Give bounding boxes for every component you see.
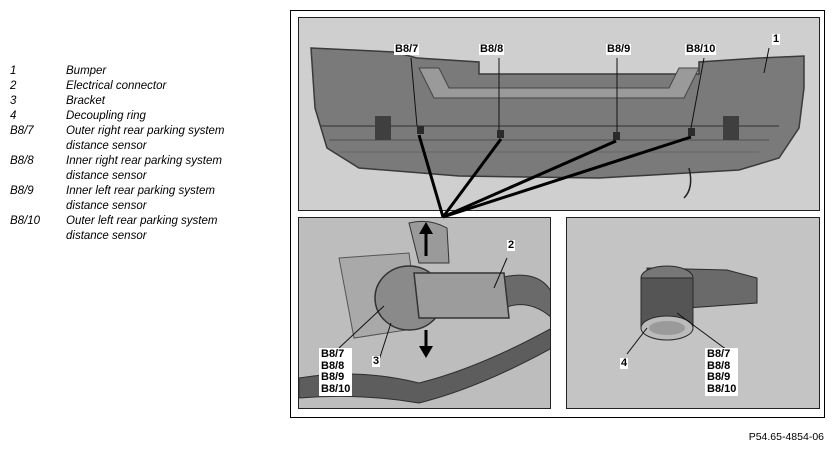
- sensor-b88-mark: [497, 130, 504, 138]
- sensor-label-stack: [319, 348, 352, 396]
- legend-text: Inner left rear parking system distance sensor: [66, 185, 215, 212]
- sensor-label: B8/9: [707, 371, 731, 383]
- sensor-drawing: [567, 218, 820, 409]
- label-b810: B8/10: [686, 43, 716, 55]
- legend-item: [10, 109, 280, 124]
- bumper-drawing: [299, 18, 820, 211]
- sensor-label: B8/10: [321, 382, 351, 395]
- legend-item: [10, 79, 280, 94]
- label-connector: 2: [508, 239, 515, 251]
- sensor-b87-mark: [417, 126, 424, 134]
- legend-item: [10, 124, 280, 154]
- legend-key: 2: [10, 80, 17, 92]
- sensor-b810-mark: [688, 128, 695, 136]
- label-bumper: 1: [773, 33, 780, 45]
- legend-text: Decoupling ring: [66, 110, 146, 122]
- legend-item: [10, 64, 280, 79]
- legend-text: Inner right rear parking system distance sensor: [66, 155, 222, 182]
- connector-panel: [298, 217, 551, 409]
- bumper-panel: [298, 17, 820, 211]
- sensor-label: B8/8: [707, 359, 731, 372]
- legend-key: B8/8: [10, 155, 34, 167]
- sensor-label: B8/9: [321, 371, 345, 383]
- label-b88: B8/8: [480, 43, 504, 55]
- label-b89: B8/9: [607, 43, 631, 55]
- legend-key: 3: [10, 95, 17, 107]
- sensor-label: B8/7: [321, 348, 345, 360]
- label-bracket: 3: [373, 355, 380, 367]
- legend-key: B8/9: [10, 185, 34, 197]
- legend-key: B8/10: [10, 215, 41, 227]
- arrow-down-icon: [419, 346, 433, 358]
- label-b87: B8/7: [395, 43, 419, 55]
- sensor-label: B8/7: [707, 348, 731, 360]
- legend-item: [10, 94, 280, 109]
- legend-item: [10, 184, 280, 214]
- legend-text: Outer left rear parking system distance sensor: [66, 215, 218, 242]
- legend-text: Electrical connector: [66, 80, 167, 92]
- sensor-panel: [566, 217, 820, 409]
- legend-text: Bracket: [66, 95, 105, 107]
- bumper-body: [311, 48, 804, 178]
- sensor-label: B8/8: [321, 359, 345, 372]
- sensor-b89-mark: [613, 132, 620, 140]
- legend-key: B8/7: [10, 125, 34, 137]
- legend-text: Outer right rear parking system distance sensor: [66, 125, 225, 152]
- legend: [10, 64, 280, 244]
- legend-item: [10, 154, 280, 184]
- label-ring: 4: [621, 357, 628, 369]
- reference-code: P54.65-4854-06: [748, 431, 824, 443]
- sensor-label: B8/10: [707, 382, 737, 395]
- legend-key: 1: [10, 65, 17, 77]
- diagram-frame: [290, 10, 825, 418]
- legend-text: Bumper: [66, 65, 107, 77]
- sensor-label-stack: [705, 348, 738, 396]
- legend-item: [10, 214, 280, 244]
- legend-key: 4: [10, 110, 17, 122]
